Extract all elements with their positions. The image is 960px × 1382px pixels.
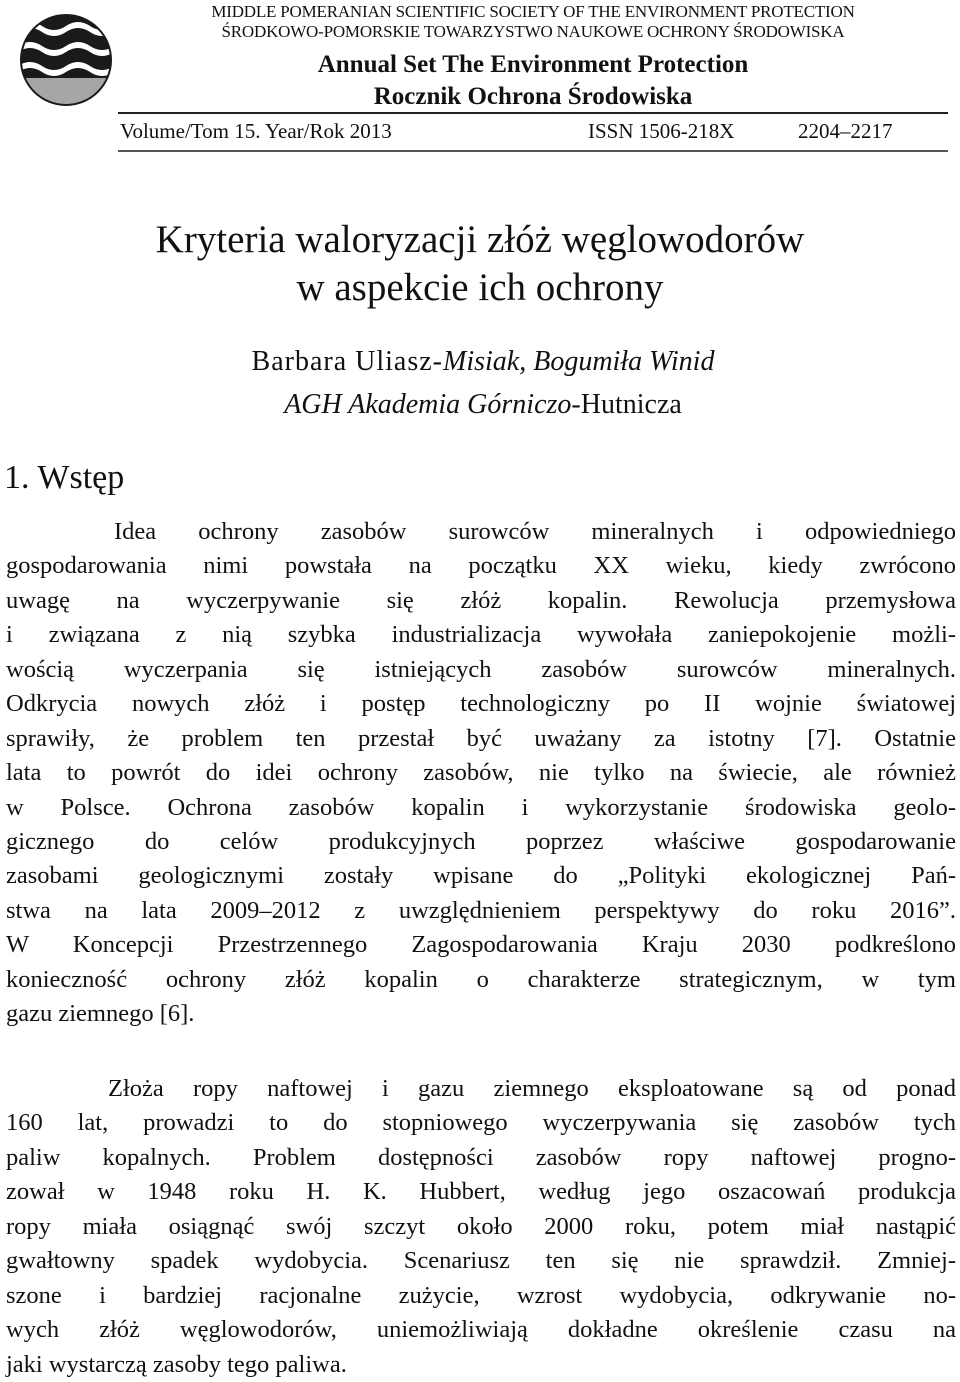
- text-line: gicznego do celów produkcyjnych poprzez właściwe gospodarowanie: [6, 827, 956, 855]
- article-title-line-2: w aspekcie ich ochrony: [296, 266, 664, 309]
- author-name-plain: Barbara Uliasz-: [251, 346, 444, 377]
- text-line: wością wyczerpania się istniejących zasobów surowców mineralnych.: [6, 655, 956, 683]
- text-line: stwa na lata 2009–2012 z uwzględnieniem perspektywy do roku 2016”.: [6, 896, 956, 924]
- author-name-italic: Misiak, Bogumiła Winid: [443, 346, 715, 377]
- text-line: w Polsce. Ochrona zasobów kopalin i wykorzystanie środowiska geolo-: [6, 793, 956, 821]
- article-title-line-1: Kryteria waloryzacji złóż węglowodorów: [155, 218, 805, 261]
- header-rule-top: [118, 112, 948, 114]
- text-line: zasobami geologicznymi zostały wpisane do „Polityki ekologicznej Pań-: [6, 862, 956, 890]
- text-line: paliw kopalnych. Problem dostępności zasobów ropy naftowej progno-: [6, 1143, 956, 1171]
- text-line: Złoża ropy naftowej i gazu ziemnego eksploatowane są od ponad: [108, 1075, 956, 1102]
- body-paragraph-1: [6, 515, 956, 1032]
- page-range: 2204–2217: [798, 119, 893, 143]
- society-name-pl: ŚRODKOWO-POMORSKIE TOWARZYSTWO NAUKOWE OCHRONY ŚRODOWISKA: [221, 22, 845, 41]
- authors: [0, 345, 960, 379]
- body-paragraph-2: [6, 1072, 956, 1382]
- text-line: gazu ziemnego [6].: [6, 1000, 195, 1028]
- journal-title-pl: Rocznik Ochrona Środowiska: [373, 83, 693, 110]
- text-line: lata to powrót do idei ochrony zasobów, nie tylko na świecie, ale również: [6, 759, 956, 787]
- affiliation-plain: Hutnicza: [580, 389, 682, 420]
- text-line: sprawiły, że problem ten przestał być uważany za istotny [7]. Ostatnie: [6, 724, 956, 752]
- text-line: zował w 1948 roku H. K. Hubbert, według jego oszacowań produkcja: [6, 1178, 956, 1206]
- text-line: i związana z nią szybka industrializacja wywołała zaniepokojenie możli-: [6, 621, 956, 649]
- journal-title-en: Annual Set The Environment Protection: [317, 51, 749, 78]
- text-line: konieczność ochrony złóż kopalin o charakterze strategicznym, w tym: [6, 965, 956, 993]
- text-line: 160 lat, prowadzi to do stopniowego wyczerpywania się zasobów tych: [6, 1109, 956, 1137]
- affiliation: [0, 388, 960, 422]
- header-rule-bottom: [118, 150, 948, 152]
- text-line: wych złóż węglowodorów, uniemożliwiają dokładne określenie czasu na: [6, 1316, 956, 1344]
- text-line: W Koncepcji Przestrzennego Zagospodarowania Kraju 2030 podkreślono: [6, 931, 956, 959]
- text-line: Idea ochrony zasobów surowców mineralnych i odpowiedniego: [114, 518, 956, 545]
- volume-year: Volume/Tom 15. Year/Rok 2013: [120, 119, 392, 143]
- text-line: gospodarowania nimi powstała na początku XX wieku, kiedy zwrócono: [6, 552, 956, 580]
- society-name-en: MIDDLE POMERANIAN SCIENTIFIC SOCIETY OF THE ENVIRONMENT PROTECTION: [211, 2, 855, 21]
- text-line: ropy miała osiągnąć swój szczyt około 2000 roku, potem miał nastąpić: [6, 1212, 956, 1240]
- text-line: uwagę na wyczerpywanie się złóż kopalin. Rewolucja przemysłowa: [6, 586, 956, 614]
- text-line: szone i bardziej racjonalne zużycie, wzrost wydobycia, odkrywanie no-: [6, 1281, 956, 1309]
- affiliation-italic: AGH Akademia Górniczo-: [284, 389, 581, 420]
- issn: ISSN 1506-218X: [588, 119, 735, 143]
- society-logo-icon: [18, 2, 114, 114]
- section-heading: 1. Wstęp: [4, 459, 125, 496]
- text-line: gwałtowny spadek wydobycia. Scenariusz ten się nie sprawdził. Zmniej-: [6, 1247, 956, 1275]
- text-line: jaki wystarczą zasoby tego paliwa.: [6, 1350, 347, 1378]
- text-line: Odkrycia nowych złóż i postęp technologiczny po II wojnie światowej: [6, 690, 956, 718]
